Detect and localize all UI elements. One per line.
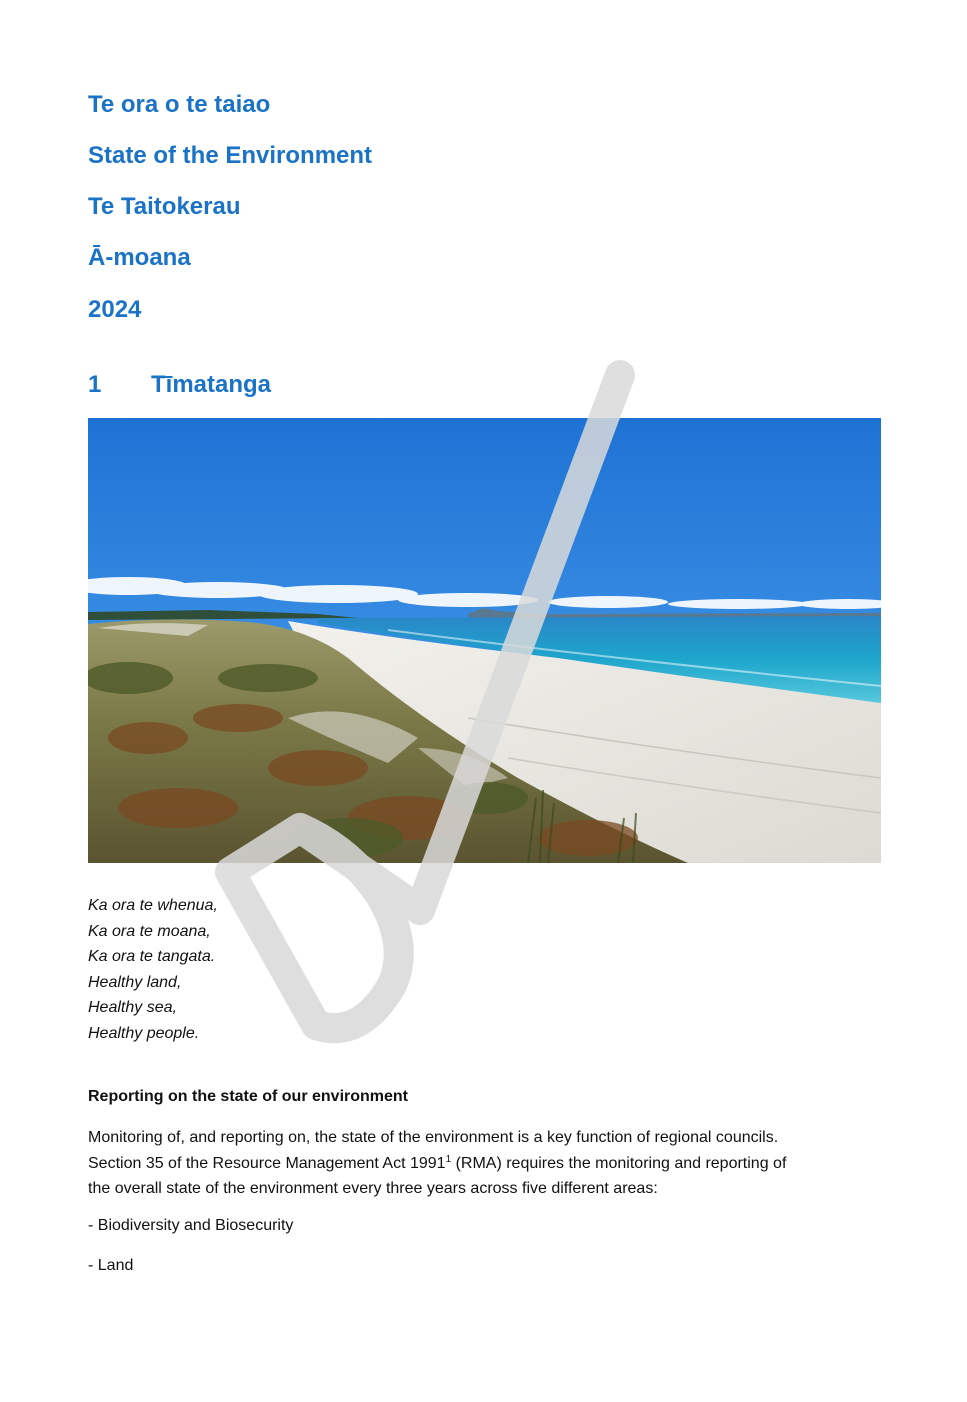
- poem-line: Ka ora te whenua,: [88, 897, 218, 914]
- poem-line: Ka ora te tangata.: [88, 948, 216, 965]
- title-line-2: State of the Environment: [88, 142, 373, 169]
- paragraph-line-2-end: (RMA) requires the monitoring and reporting of: [451, 1154, 787, 1172]
- paragraph-line-2: [88, 1151, 883, 1177]
- list-item: - Land: [88, 1257, 134, 1274]
- subheading: Reporting on the state of our environment: [88, 1088, 409, 1105]
- paragraph-line-1: Monitoring of, and reporting on, the state of the environment is a key function of regional councils.: [88, 1129, 779, 1146]
- footnote-reference[interactable]: 1: [445, 1153, 452, 1165]
- title-line-1: Te ora o te taiao: [88, 91, 271, 118]
- paragraph-line-2-start: Section 35 of the Resource Management Act 1991: [88, 1154, 446, 1172]
- title-line-5: 2024: [88, 296, 142, 323]
- list-item: - Biodiversity and Biosecurity: [88, 1217, 294, 1234]
- beach-landscape-photo: [88, 418, 881, 863]
- title-line-3: Te Taitokerau: [88, 193, 241, 220]
- title-line-4: Ā-moana: [88, 244, 191, 271]
- poem-line: Ka ora te moana,: [88, 922, 211, 940]
- poem-line: Healthy people.: [88, 1024, 200, 1042]
- body-paragraph: [88, 1125, 883, 1202]
- poem-line: Healthy land,: [88, 973, 182, 991]
- paragraph-line-3: the overall state of the environment every three years across five different areas:: [88, 1180, 658, 1197]
- poem-line: Healthy sea,: [88, 999, 177, 1016]
- section-heading: [88, 370, 271, 400]
- poem: [88, 893, 218, 1046]
- section-title: Tīmatanga: [151, 371, 272, 398]
- section-number: 1: [88, 371, 102, 398]
